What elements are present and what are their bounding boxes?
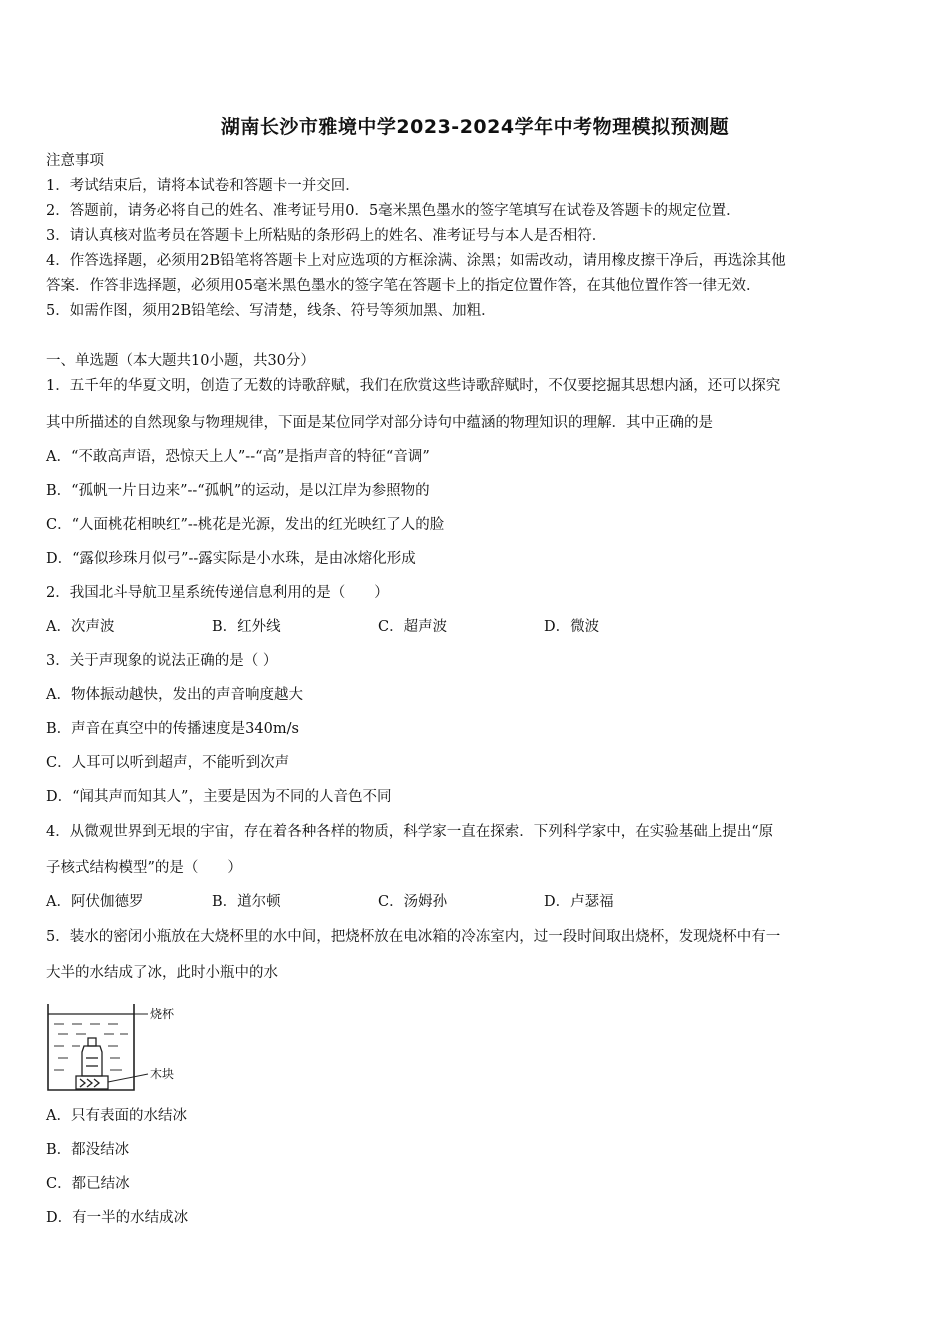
q1-option-b: B．“孤帆一片日边来”--“孤帆”的运动，是以江岸为参照物的: [46, 483, 430, 499]
q3-option-b: B．声音在真空中的传播速度是340m/s: [46, 721, 299, 737]
q5-stem-line1: 5．装水的密闭小瓶放在大烧杯里的水中间，把烧杯放在电冰箱的冷冻室内，过一段时间取出烧杯，发现烧杯中有一: [46, 929, 781, 945]
section-heading: 一、单选题（本大题共10小题，共30分）: [46, 353, 315, 369]
q2-stem: 2．我国北斗导航卫星系统传递信息利用的是（ ）: [46, 585, 389, 601]
q5-option-b: B．都没结冰: [46, 1142, 130, 1158]
q1-stem-line1: 1．五千年的华夏文明，创造了无数的诗歌辞赋，我们在欣赏这些诗歌辞赋时，不仅要挖掘其思想内涵，还可以探究: [46, 378, 781, 394]
q1-option-d: D．“露似珍珠月似弓”--露实际是小水珠，是由冰熔化形成: [46, 551, 416, 567]
q4-option-c: C．汤姆孙: [378, 894, 448, 910]
q2-option-d: D．微波: [544, 619, 600, 635]
q4-stem-line2: 子核式结构模型”的是（ ）: [46, 860, 242, 876]
page-title: 湖南长沙市雅境中学2023-2024学年中考物理模拟预测题: [220, 116, 730, 138]
q5-option-c: C．都已结冰: [46, 1176, 130, 1192]
notice-heading: 注意事项: [46, 153, 104, 169]
q4-stem-line1: 4．从微观世界到无垠的宇宙，存在着各种各样的物质，科学家一直在探索．下列科学家中，在实验基础上提出“原: [46, 824, 774, 840]
q4-option-a: A．阿伏伽德罗: [46, 894, 144, 910]
small-bottle: [82, 1038, 102, 1076]
notice-item-5: 5．如需作图，须用2B铅笔绘、写清楚，线条、符号等须加黑、加粗．: [46, 303, 496, 319]
q2-option-c: C．超声波: [378, 619, 448, 635]
beaker-figure: [44, 1000, 194, 1095]
q4-option-b: B．道尔顿: [212, 894, 281, 910]
q1-stem-line2: 其中所描述的自然现象与物理规律，下面是某位同学对部分诗句中蕴涵的物理知识的理解．其中正确的是: [46, 415, 713, 431]
water-dashes: [54, 1024, 128, 1070]
q5-option-d: D．有一半的水结成冰: [46, 1210, 189, 1226]
q1-option-c: C．“人面桃花相映红”--桃花是光源，发出的红光映红了人的脸: [46, 517, 445, 533]
q5-stem-line2: 大半的水结成了冰，此时小瓶中的水: [46, 965, 278, 981]
beaker-outline: [48, 1004, 134, 1090]
notice-item-4-cont: 答案．作答非选择题，必须用05毫米黑色墨水的签字笔在答题卡上的指定位置作答，在其他位置作答一律无效．: [46, 278, 761, 294]
q4-option-d: D．卢瑟福: [544, 894, 614, 910]
q2-option-b: B．红外线: [212, 619, 281, 635]
q4-options: [46, 892, 710, 912]
q2-option-a: A．次声波: [46, 619, 115, 635]
q3-option-c: C．人耳可以听到超声，不能听到次声: [46, 755, 290, 771]
block-leader: [108, 1074, 148, 1082]
q2-options: [46, 617, 710, 637]
notice-item-1: 1．考试结束后，请将本试卷和答题卡一并交回．: [46, 178, 360, 194]
q3-option-d: D．“闻其声而知其人”，主要是因为不同的人音色不同: [46, 789, 392, 805]
notice-item-4: 4．作答选择题，必须用2B铅笔将答题卡上对应选项的方框涂满、涂黑；如需改动，请用橡皮擦干净后，再选涂其他: [46, 253, 786, 269]
wood-block: [76, 1076, 108, 1089]
notice-item-2: 2．答题前，请务必将自己的姓名、准考证号用0．5毫米黑色墨水的签字笔填写在试卷及答题卡的规定位置．: [46, 203, 741, 219]
notice-item-3: 3．请认真核对监考员在答题卡上所粘贴的条形码上的姓名、准考证号与本人是否相符．: [46, 228, 607, 244]
label-block: 木块: [150, 1067, 175, 1081]
q5-option-a: A．只有表面的水结冰: [46, 1108, 187, 1124]
q1-option-a: A．“不敢高声语，恐惊天上人”--“高”是指声音的特征“音调”: [46, 449, 430, 465]
q3-option-a: A．物体振动越快，发出的声音响度越大: [46, 687, 303, 703]
q3-stem: 3．关于声现象的说法正确的是（ ）: [46, 653, 278, 669]
label-beaker: 烧杯: [150, 1007, 175, 1021]
